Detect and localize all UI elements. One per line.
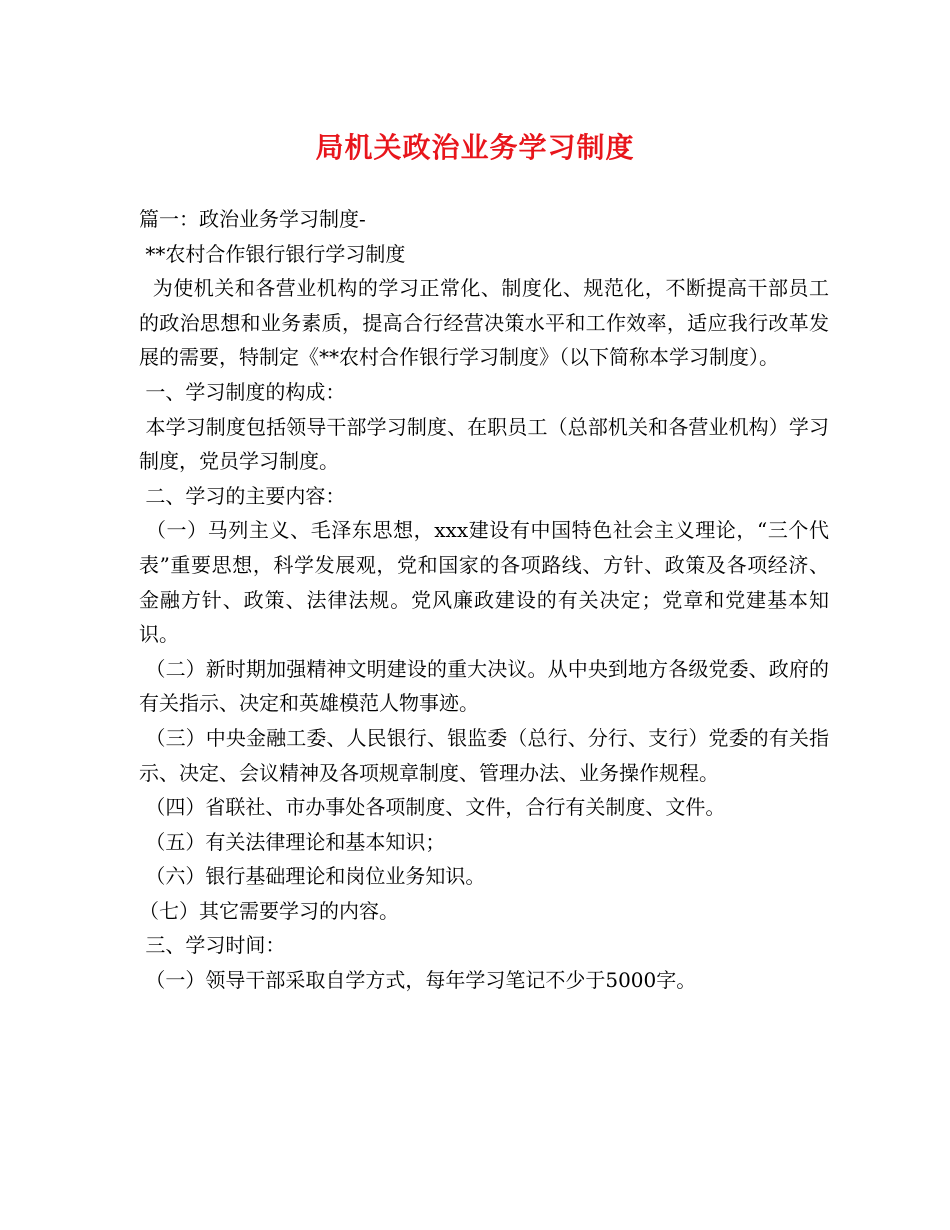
section-heading-composition: 一、学习制度的构成：	[139, 379, 346, 404]
list-item-content-3: （三）中央金融工委、人民银行、银监委（总行、分行、支行）党委的有关指示、决定、会议精神及各项规章制度、管理办法、业务操作规程。	[139, 725, 830, 785]
document-body	[139, 202, 829, 998]
paragraph-subtitle: **农村合作银行银行学习制度	[139, 241, 406, 266]
list-item-content-1: （一）马列主义、毛泽东思想，xxx建设有中国特色社会主义理论，“三个代表”重要思想，科学发展观，党和国家的各项路线、方针、政策及各项经济、金融方针、政策、法律法规。党风廉政建设的有关决定；党章和党建基本知识。	[139, 518, 829, 647]
paragraph-intro: 为使机关和各营业机构的学习正常化、制度化、规范化，不断提高干部员工的政治思想和业务素质，提高合行经营决策水平和工作效率，适应我行改革发展的需要，特制定《**农村合作银行学习制度》（以下简称本学习制度）。	[139, 276, 829, 370]
list-item-content-2: （二）新时期加强精神文明建设的重大决议。从中央到地方各级党委、政府的有关指示、决定和英雄模范人物事迹。	[139, 656, 830, 716]
list-item-content-5: （五）有关法律理论和基本知识；	[139, 829, 446, 854]
document-title: 局机关政治业务学习制度	[315, 131, 635, 164]
paragraph-chapter-heading: 篇一：政治业务学习制度-	[139, 207, 366, 231]
section-heading-content: 二、学习的主要内容：	[139, 483, 346, 508]
section-heading-time: 三、学习时间：	[139, 933, 286, 958]
paragraph-composition: 本学习制度包括领导干部学习制度、在职员工（总部机关和各营业机构）学习制度，党员学习制度。	[139, 414, 830, 474]
list-item-content-6: （六）银行基础理论和岗位业务知识。	[139, 864, 486, 889]
list-item-content-4: （四）省联社、市办事处各项制度、文件，合行有关制度、文件。	[139, 795, 726, 820]
list-item-time-1: （一）领导干部采取自学方式，每年学习笔记不少于5000字。	[139, 968, 697, 993]
list-item-content-7: （七）其它需要学习的内容。	[139, 898, 399, 923]
